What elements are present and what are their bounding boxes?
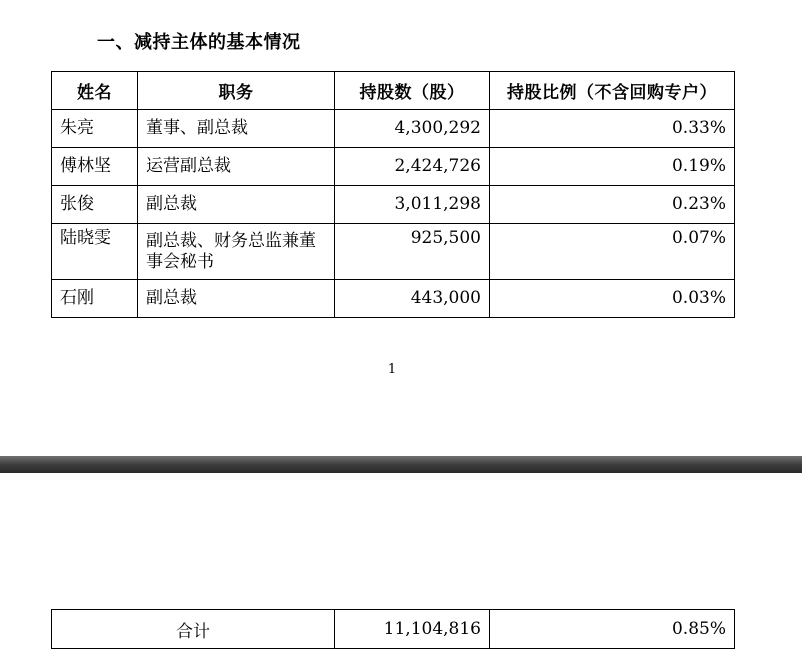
cell-ratio: 0.33%: [490, 110, 735, 148]
page-break-bar: [0, 456, 802, 473]
cell-position: 运营副总裁: [138, 148, 335, 186]
shareholding-table: [51, 71, 735, 318]
cell-position: 副总裁、财务总监兼董事会秘书: [138, 224, 335, 280]
total-shares: 11,104,816: [335, 610, 490, 649]
cell-shares: 443,000: [335, 280, 490, 318]
cell-position: 副总裁: [138, 280, 335, 318]
cell-name: 傅林坚: [52, 148, 138, 186]
total-ratio: 0.85%: [490, 610, 735, 649]
header-shares: 持股数（股）: [335, 72, 490, 110]
table-row: [52, 280, 735, 318]
cell-ratio: 0.07%: [490, 224, 735, 280]
cell-ratio: 0.19%: [490, 148, 735, 186]
section-title: 一、减持主体的基本情况: [97, 32, 301, 53]
cell-shares: 925,500: [335, 224, 490, 280]
cell-name: 陆晓雯: [52, 224, 138, 280]
table-row: [52, 148, 735, 186]
total-table: [51, 609, 735, 649]
cell-ratio: 0.03%: [490, 280, 735, 318]
cell-shares: 2,424,726: [335, 148, 490, 186]
table-row: [52, 186, 735, 224]
table-header-row: [52, 72, 735, 110]
cell-name: 张俊: [52, 186, 138, 224]
header-position: 职务: [138, 72, 335, 110]
table-row: [52, 110, 735, 148]
table-row: [52, 224, 735, 280]
cell-name: 石刚: [52, 280, 138, 318]
cell-shares: 4,300,292: [335, 110, 490, 148]
total-label: 合计: [52, 610, 335, 649]
cell-position: 副总裁: [138, 186, 335, 224]
cell-position: 董事、副总裁: [138, 110, 335, 148]
cell-ratio: 0.23%: [490, 186, 735, 224]
header-ratio: 持股比例（不含回购专户）: [490, 72, 735, 110]
cell-shares: 3,011,298: [335, 186, 490, 224]
page-number: 1: [387, 362, 397, 377]
cell-name: 朱亮: [52, 110, 138, 148]
header-name: 姓名: [52, 72, 138, 110]
total-row: [52, 610, 735, 649]
